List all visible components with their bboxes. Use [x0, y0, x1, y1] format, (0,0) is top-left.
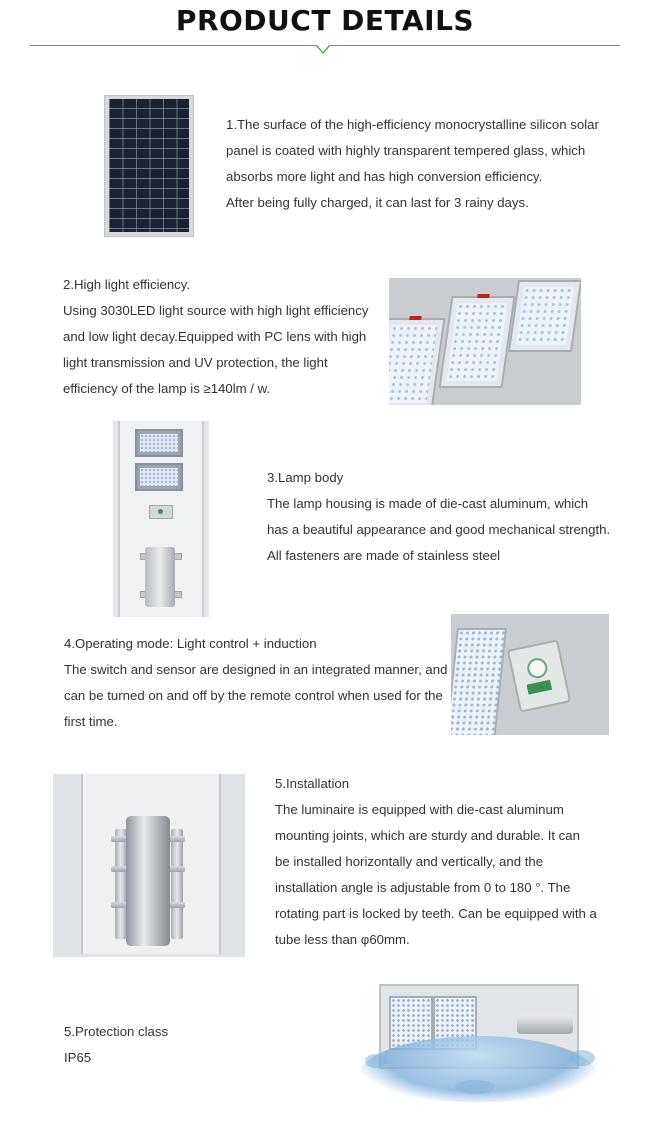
text-line: mounting joints, which are sturdy and durable. It can	[275, 828, 580, 843]
sensor-closeup-image	[451, 614, 609, 735]
text-line: and low light decay.Equipped with PC lens with high	[63, 329, 367, 344]
text-line: light transmission and UV protection, the light	[63, 355, 328, 370]
led-module	[508, 280, 581, 352]
section-heading: 5.Protection class	[64, 1024, 169, 1039]
text-line: 1.The surface of the high-efficiency monocrystalline silicon solar	[226, 117, 599, 132]
led-module	[389, 318, 445, 405]
text-line: absorbs more light and has high conversion efficiency.	[226, 169, 543, 184]
led-modules-image	[389, 278, 581, 405]
text-line: The lamp housing is made of die-cast aluminum, which	[267, 496, 589, 511]
section-lamp-body-text	[267, 465, 610, 569]
section-heading: 3.Lamp body	[267, 470, 344, 485]
text-line: efficiency of the lamp is ≥140lm / w.	[63, 381, 271, 396]
ip-rating: IP65	[64, 1050, 92, 1065]
section-operating-mode-text	[64, 631, 447, 735]
text-line: be installed horizontally and vertically, and the	[275, 854, 544, 869]
lamp-led-module	[135, 429, 183, 457]
text-line: Using 3030LED light source with high light efficiency	[63, 303, 369, 318]
lamp-mount	[145, 547, 175, 607]
text-line: tube less than φ60mm.	[275, 932, 410, 947]
solar-panel-image	[104, 95, 194, 237]
installation-mount-image	[53, 774, 245, 957]
section-heading: 2.High light efficiency.	[63, 277, 191, 292]
page-title: PRODUCT DETAILS	[175, 4, 475, 37]
text-line: installation angle is adjustable from 0 to 180 °. The	[275, 880, 571, 895]
text-line: The switch and sensor are designed in an integrated manner, and	[64, 662, 448, 677]
section-heading: 5.Installation	[275, 776, 350, 791]
text-line: has a beautiful appearance and good mechanical strength.	[267, 522, 611, 537]
led-module	[439, 296, 516, 388]
lamp-sensor	[149, 505, 173, 519]
led-module	[451, 628, 507, 735]
section-heading: 4.Operating mode: Light control + induction	[64, 636, 317, 651]
waterproof-lamp-image	[359, 984, 597, 1102]
text-line: After being fully charged, it can last for 3 rainy days.	[226, 195, 529, 210]
text-line: All fasteners are made of stainless steel	[267, 548, 501, 563]
section-protection-text	[64, 1019, 168, 1071]
section-solar-panel-text	[226, 112, 599, 216]
lamp-body-image	[113, 421, 209, 617]
text-line: The luminaire is equipped with die-cast aluminum	[275, 802, 564, 817]
solar-cells	[109, 99, 189, 232]
lamp-led-module	[135, 463, 183, 491]
section-light-efficiency-text	[63, 272, 368, 402]
text-line: can be turned on and off by the remote control when used for the	[64, 688, 443, 703]
text-line: first time.	[64, 714, 118, 729]
text-line: panel is coated with highly transparent tempered glass, which	[226, 143, 586, 158]
motion-sensor	[507, 639, 571, 712]
mounting-tube	[126, 816, 170, 946]
text-line: rotating part is locked by teeth. Can be equipped with a	[275, 906, 597, 921]
section-installation-text	[275, 771, 597, 953]
